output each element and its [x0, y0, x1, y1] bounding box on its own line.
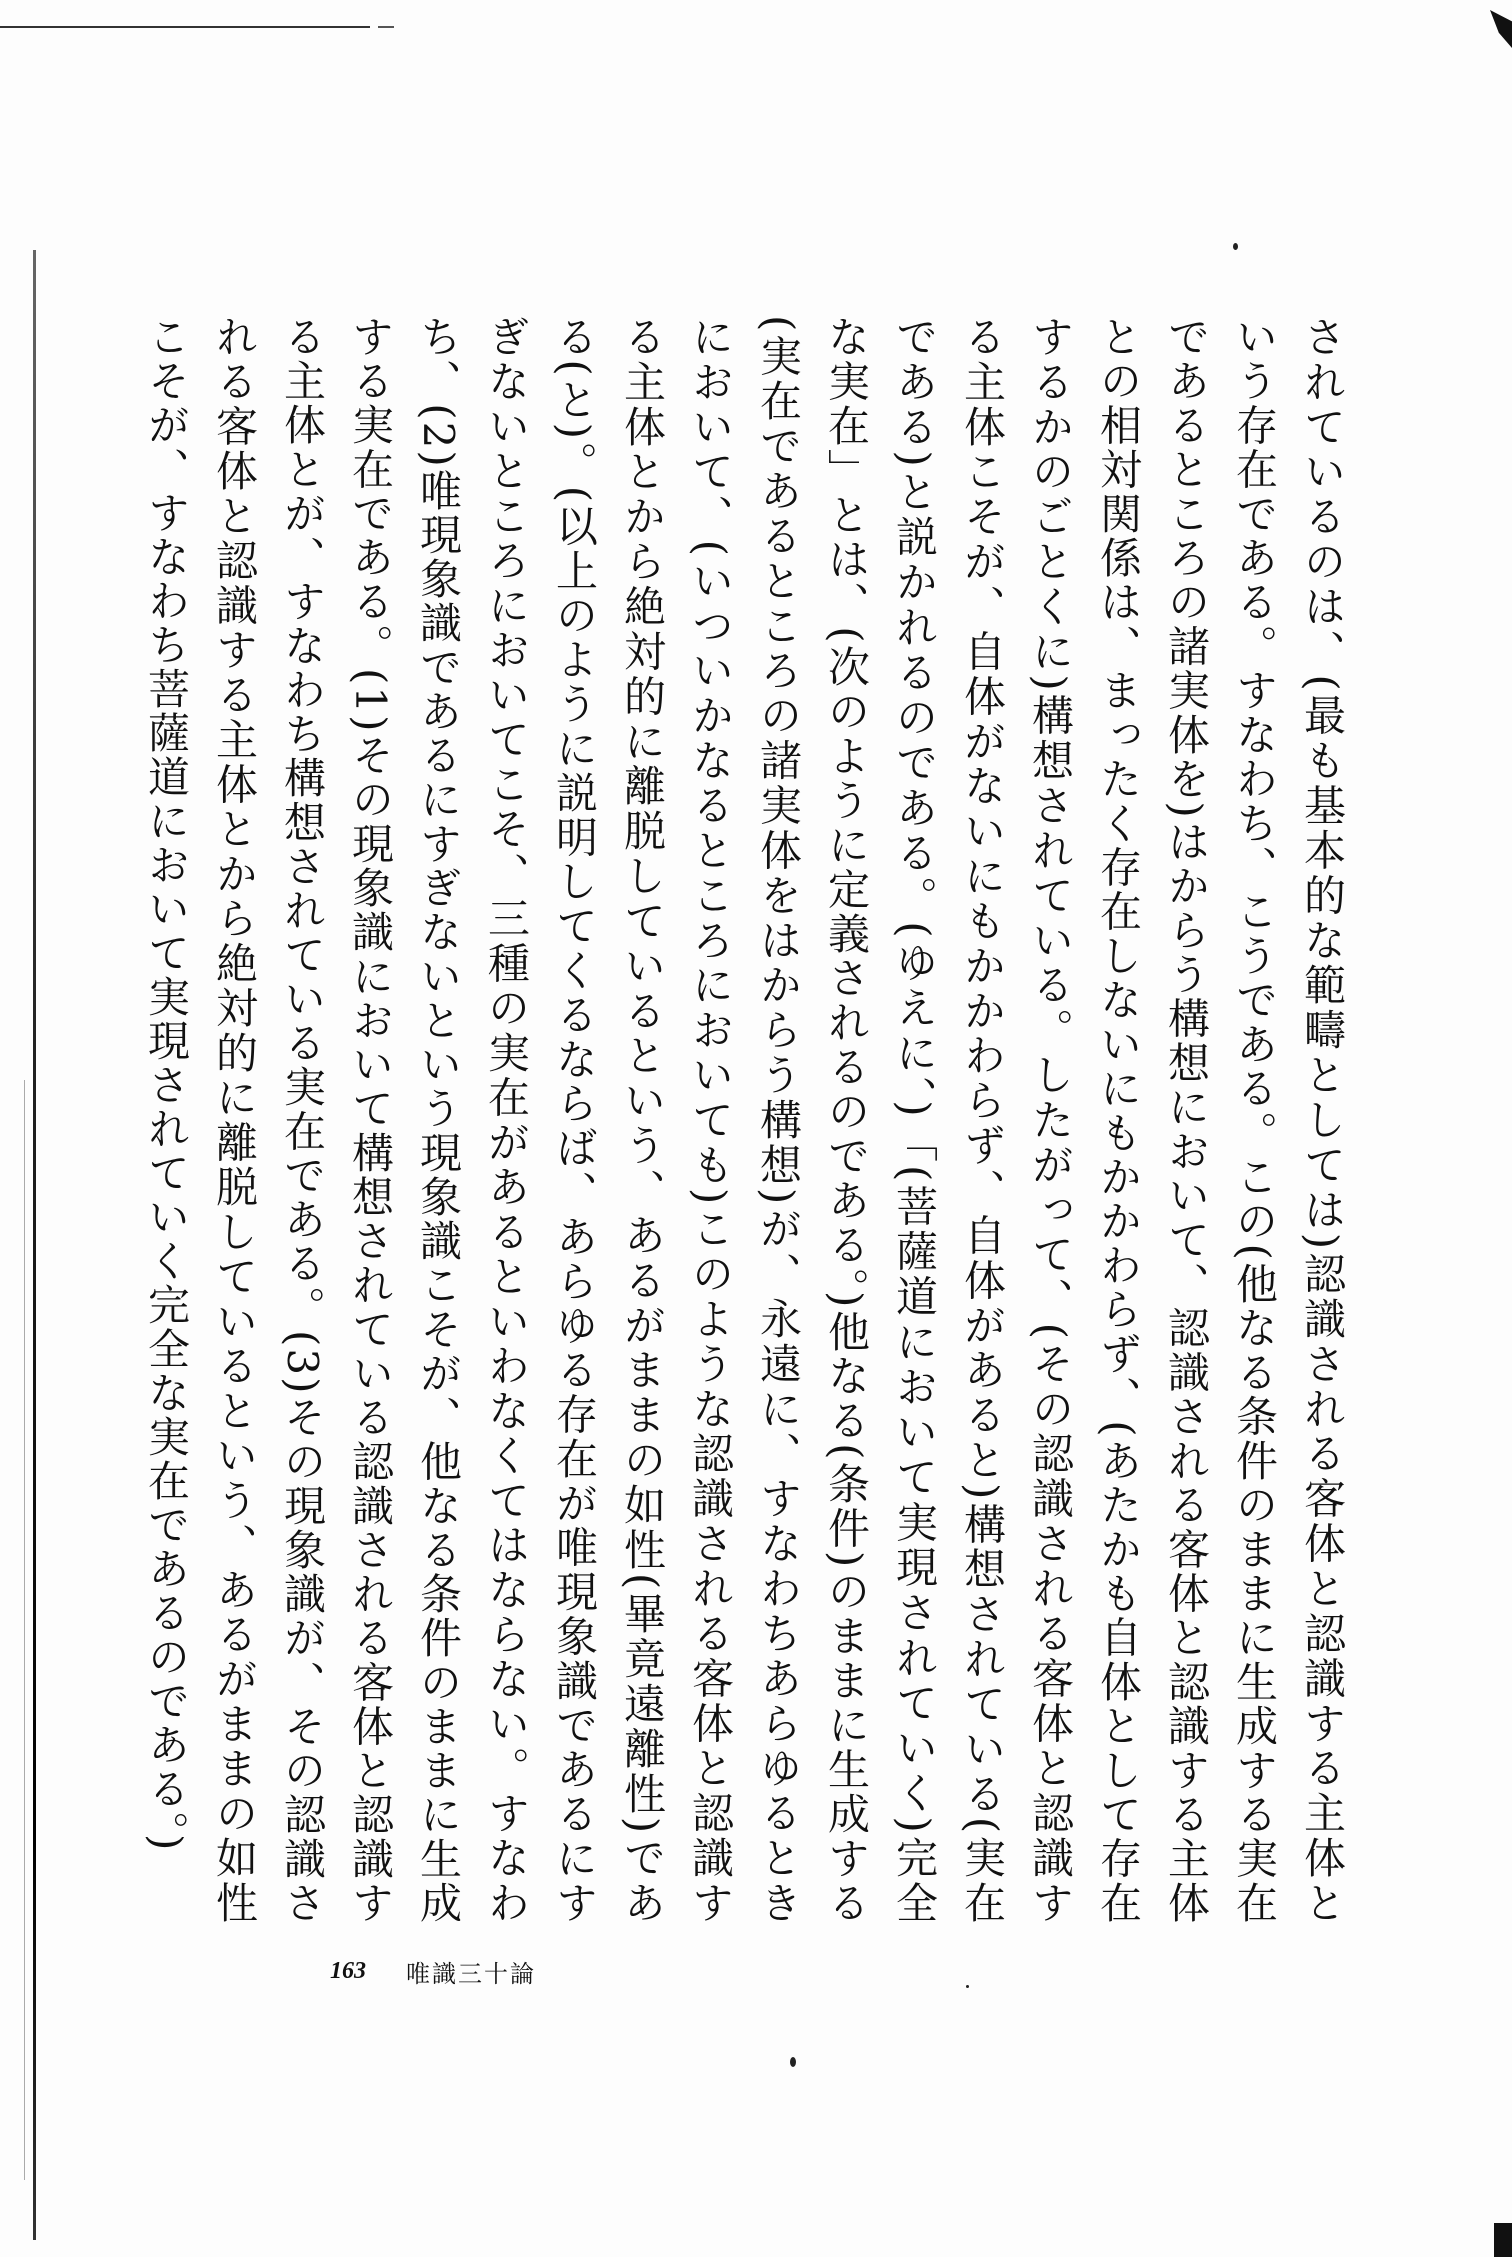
- page-gutter-shadow: [33, 250, 36, 2240]
- scan-edge-line: [0, 26, 370, 28]
- scan-corner-mark: [1490, 10, 1512, 48]
- scan-speck: [1233, 243, 1238, 250]
- scan-speck: [790, 2057, 796, 2067]
- scan-edge-line-fragment: [378, 26, 394, 28]
- running-head: 唯識三十論: [406, 1959, 536, 1988]
- vertical-body-text: [142, 315, 1356, 1925]
- body-paragraph: されているのは、(最も基本的な範疇としては)認識される客体と認識する主体という存在である。すなわち、こうである。この(他なる条件のままに生成する実在であるところの諸実体を)はからう構想において、認識される客体と認識する主体との相対関係は、まったく存在しないにもかかわらず、(あたかも自体として存在するかのごとくに)構想されている。したがって、(その認識される客体と認識する主体こそが、自体がないにもかかわらず、自体があると)構想されている(実在である)と説かれるのである。(ゆえに、)「(菩薩道において実現されていく)完全な実在」とは、(次のように定義されるのである。)他なる(条件)のままに生成する(実在であるところの諸実体をはからう構想)が、永遠に、すなわちあらゆるときにおいて、(いついかなるところにおいても)このような認識される客体と認識する主体とから絶対的に離脱しているという、あるがままの如性(畢竟遠離性)である(と)。(以上のように説明してくるならば、あらゆる存在が唯現象識であるにすぎないところにおいてこそ、三種の実在があるといわなくてはならない。すなわち、(2)唯現象識であるにすぎないという現象識こそが、他なる条件のままに生成する実在である。(1)その現象識において構想されている認識される客体と認識する主体とが、すなわち構想されている実在である。(3)その現象識が、その認識される客体と認識する主体とから絶対的に離脱しているという、あるがままの如性こそが、すなわち菩薩道において実現されていく完全な実在であるのである。): [142, 315, 1347, 1925]
- page-gutter-line: [24, 1080, 25, 2180]
- scan-speck: [966, 1985, 969, 1988]
- page-number: 163: [330, 1957, 366, 1984]
- page-footer: [330, 1953, 536, 1989]
- scan-corner-mark-bottom: [1494, 2223, 1512, 2257]
